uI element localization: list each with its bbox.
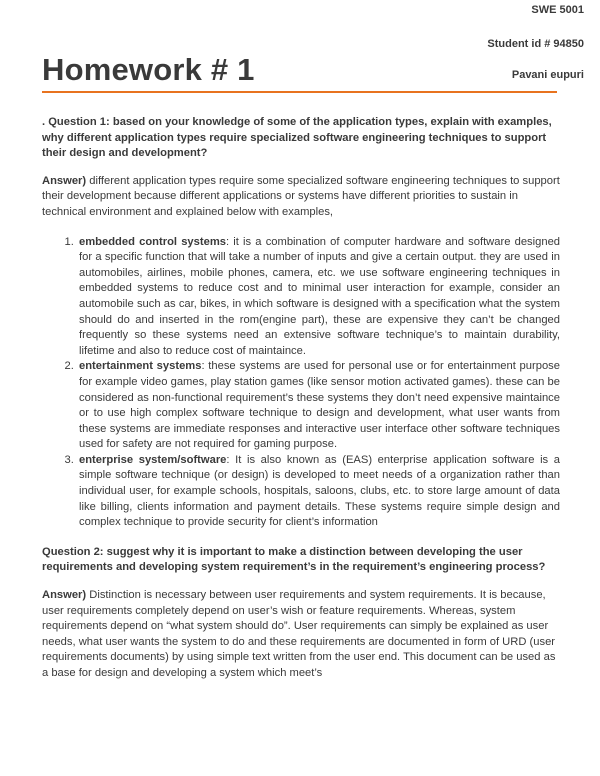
page-title: Homework # 1 bbox=[42, 52, 255, 87]
answer-text: different application types require some specialized software engineering techniques to support their development because different applications or systems have different priorities to sustain in technical environment and explained below with examples, bbox=[42, 174, 560, 218]
question-2: Question 2: suggest why it is important to make a distinction between developing the user requirements and developing system requirement’s in the requirement’s engineering process? bbox=[42, 545, 546, 574]
list-item bbox=[77, 359, 560, 453]
course-code: SWE 5001 bbox=[531, 4, 584, 16]
question-1: . Question 1: based on your knowledge of some of the application types, explain with examples, why different application types require specialized software engineering techniques to support their design and development? bbox=[42, 116, 552, 160]
document-body bbox=[42, 115, 560, 696]
list-item-title: entertainment systems bbox=[79, 360, 202, 373]
list-item-text: : it is a combination of computer hardware and software designed for a specific function that will take a number of inputs and give a certain output. they are used in automobiles, airlines, mobile phones, camera, etc. we use software engineering techniques in embedded systems to reduce cost and to minimal user interaction for example, consider an automobile such as car, bikes, in which software is designed with a specification what the system should do and inserted in the rom(engine part), these are expensive they can’t be changed frequently so these systems need an extensive software technique’s to maintain durability, lifetime and also to reduce cost of maintaince. bbox=[79, 235, 561, 357]
list-item-title: enterprise system/software bbox=[79, 453, 227, 466]
application-types-list bbox=[42, 235, 560, 531]
list-item-text: : It is also known as (EAS) enterprise application software is a simple software technique (or design) is developed to meet needs of a organization rather than individual user, for example schools, hospitals, saloons, clubs, etc. to store large amount of data like billing, clients information and payment details. These systems require simple design and complex technique to provide security for client’s information bbox=[79, 453, 560, 529]
answer-text: Distinction is necessary between user requirements and system requirements. It is because, user requirements completely depend on user’s wish or feature requirements. Whereas, system requirements depend on “what system should do”. User requirements can simply be explained as user needs, what user wants the system to do and these requirements are documented in form of URD (user requirements documents) by using simple text written from the user end. This document can be used as a base for design and developing a system which meet’s bbox=[42, 589, 556, 679]
student-id: Student id # 94850 bbox=[487, 38, 584, 50]
answer-label: Answer) bbox=[42, 174, 87, 187]
answer-2 bbox=[42, 588, 560, 682]
title-divider bbox=[42, 91, 557, 93]
list-item bbox=[77, 453, 560, 531]
author-name: Pavani eupuri bbox=[511, 69, 584, 81]
list-item bbox=[77, 235, 560, 360]
answer-label: Answer) bbox=[42, 589, 87, 602]
list-item-title: embedded control systems bbox=[79, 235, 226, 248]
list-item-text: : these systems are used for personal use or for entertainment purpose for example video games, play station games (like sensor motion activated games). these can be considered as non-functional requirement’s these systems they don’t need expensive maintaince or to use high complex software technique to design and development, what user wants from these systems are immediate responses and interactive user interface other software techniques used for safety are not required for gaming purpose. bbox=[79, 360, 560, 451]
answer-1-intro bbox=[42, 174, 560, 221]
